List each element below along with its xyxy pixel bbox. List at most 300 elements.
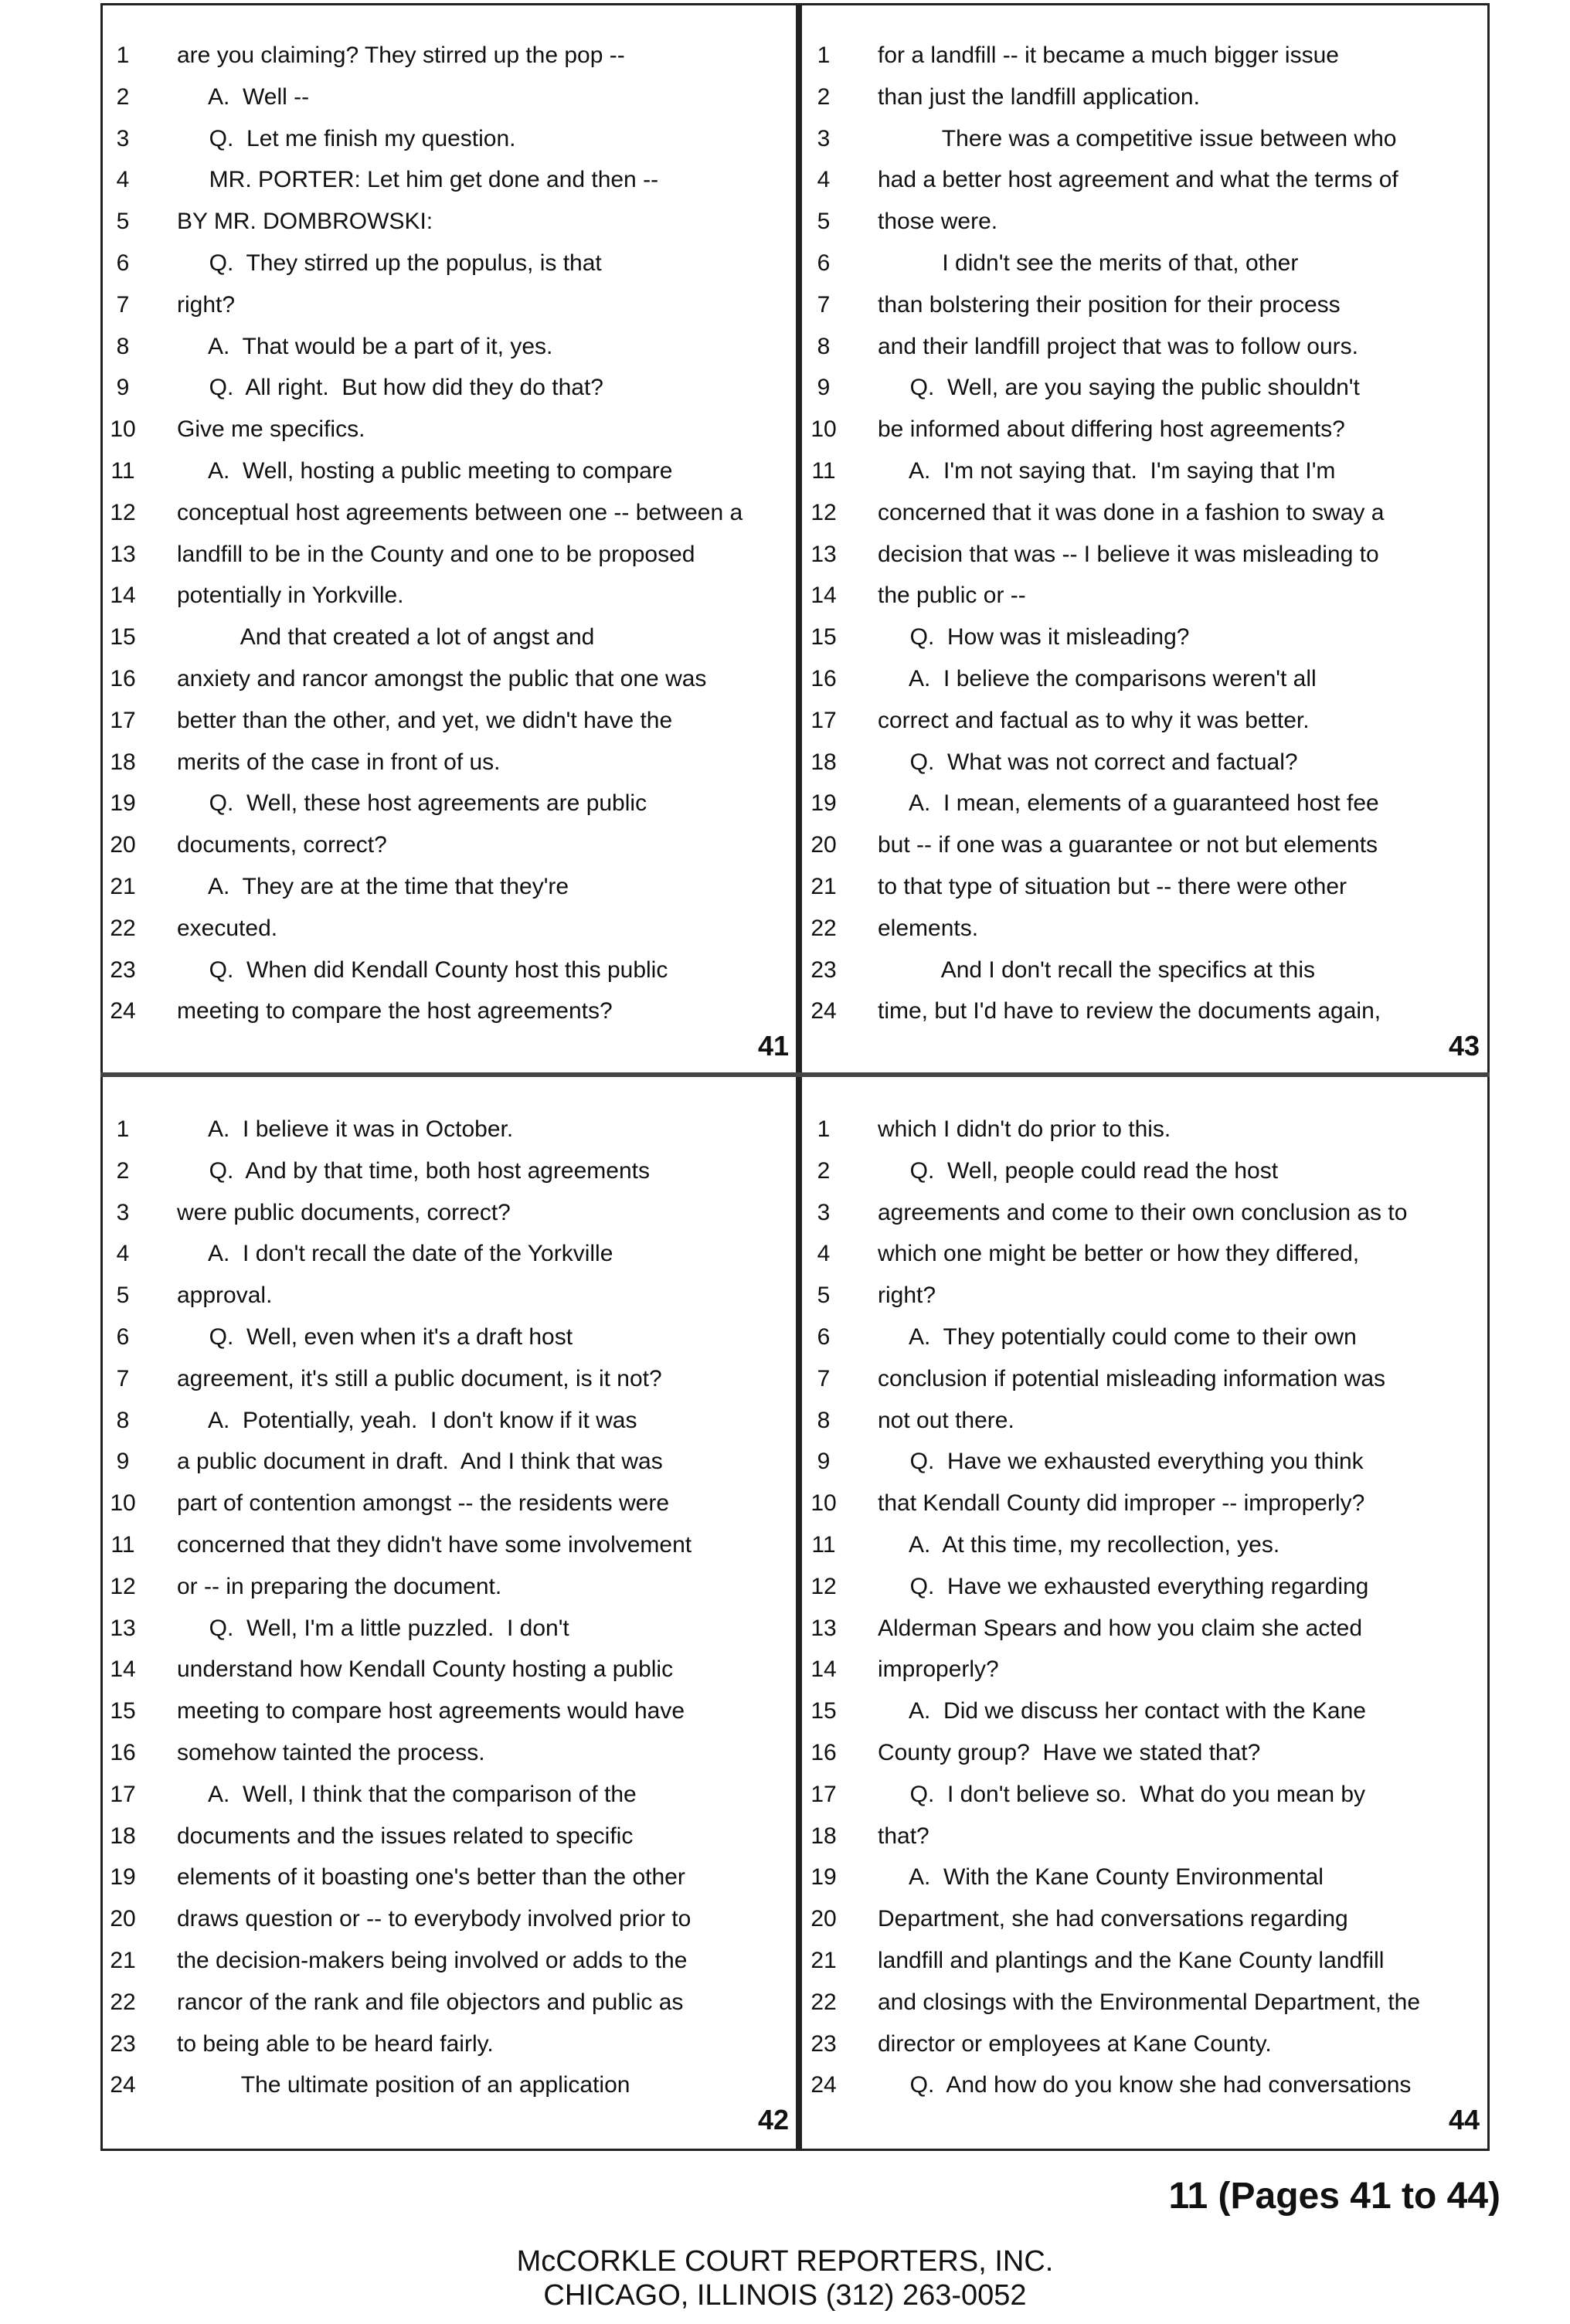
transcript-line xyxy=(804,908,1487,950)
transcript-line xyxy=(804,950,1487,991)
line-text: A. I mean, elements of a guaranteed host fee xyxy=(878,790,1379,817)
line-number: 22 xyxy=(110,915,136,941)
transcript-line xyxy=(103,1192,797,1234)
line-number: 12 xyxy=(810,1573,837,1599)
line-text: had a better host agreement and what the terms of xyxy=(878,167,1398,193)
line-text: Q. I don't believe so. What do you mean by xyxy=(878,1781,1366,1807)
line-text: A. I don't recall the date of the Yorkville xyxy=(177,1241,613,1267)
line-number: 21 xyxy=(110,873,136,899)
line-text: A. With the Kane County Environmental xyxy=(878,1864,1324,1891)
line-text: executed. xyxy=(177,915,278,941)
line-number: 24 xyxy=(810,2072,837,2098)
line-number: 23 xyxy=(810,956,837,983)
transcript-line xyxy=(103,118,797,160)
transcript-line xyxy=(103,1690,797,1732)
line-text: or -- in preparing the document. xyxy=(177,1573,502,1599)
transcript-line xyxy=(804,1566,1487,1608)
line-number: 10 xyxy=(810,416,837,443)
transcript-line xyxy=(103,534,797,576)
line-text: but -- if one was a guarantee or not but elements xyxy=(878,832,1378,858)
page-number: 43 xyxy=(1448,1030,1480,1062)
line-number: 17 xyxy=(810,707,837,733)
transcript-line xyxy=(103,1857,797,1898)
line-number: 2 xyxy=(817,83,831,110)
transcript-line xyxy=(804,1982,1487,2023)
transcript-line xyxy=(804,76,1487,118)
line-text: A. At this time, my recollection, yes. xyxy=(878,1531,1280,1558)
line-number: 7 xyxy=(817,291,831,318)
line-number: 14 xyxy=(110,583,136,609)
line-text: merits of the case in front of us. xyxy=(177,749,501,775)
line-text: A. Did we discuss her contact with the Kane xyxy=(878,1698,1366,1724)
transcript-line xyxy=(804,450,1487,492)
transcript-line xyxy=(103,1816,797,1857)
line-number: 10 xyxy=(810,1490,837,1517)
transcript-page-43 xyxy=(804,5,1487,1075)
line-text: A. They potentially could come to their own xyxy=(878,1323,1357,1350)
transcript-line xyxy=(804,1150,1487,1192)
line-text: Q. Let me finish my question. xyxy=(177,125,516,151)
line-number: 22 xyxy=(810,1989,837,2015)
line-number: 24 xyxy=(110,998,136,1024)
line-text: Q. When did Kendall County host this public xyxy=(177,956,668,983)
line-text: anxiety and rancor amongst the public that one was xyxy=(177,665,707,691)
transcript-line xyxy=(804,367,1487,409)
transcript-line xyxy=(103,1483,797,1524)
line-number: 7 xyxy=(116,1365,130,1391)
line-number: 8 xyxy=(817,333,831,359)
line-number: 6 xyxy=(116,250,130,276)
line-text: a public document in draft. And I think that was xyxy=(177,1449,663,1475)
line-text: Give me specifics. xyxy=(177,416,365,443)
line-text: BY MR. DOMBROWSKI: xyxy=(177,209,433,235)
transcript-line xyxy=(103,1898,797,1940)
transcript-line xyxy=(804,783,1487,824)
line-text: correct and factual as to why it was better. xyxy=(878,707,1310,733)
line-text: A. Well, I think that the comparison of the xyxy=(177,1781,637,1807)
line-number: 8 xyxy=(116,333,130,359)
transcript-line xyxy=(103,1732,797,1774)
line-text: A. That would be a part of it, yes. xyxy=(177,333,553,359)
transcript-line xyxy=(804,1732,1487,1774)
line-number: 7 xyxy=(116,291,130,318)
line-text: Department, she had conversations regarding xyxy=(878,1906,1348,1932)
line-number: 17 xyxy=(110,1781,136,1807)
transcript-line xyxy=(103,159,797,201)
line-text: than just the landfill application. xyxy=(878,83,1200,110)
line-text: for a landfill -- it became a much bigger issue xyxy=(878,42,1339,68)
line-text: MR. PORTER: Let him get done and then -- xyxy=(177,167,659,193)
transcript-line xyxy=(804,534,1487,576)
line-number: 19 xyxy=(110,1864,136,1891)
line-text: agreement, it's still a public document, is it not? xyxy=(177,1365,662,1391)
line-number: 5 xyxy=(116,209,130,235)
transcript-line xyxy=(103,201,797,243)
line-number: 2 xyxy=(116,1157,130,1184)
line-text: right? xyxy=(177,291,236,318)
line-text: Q. Well, these host agreements are public xyxy=(177,790,647,817)
line-number: 12 xyxy=(110,1573,136,1599)
line-text: A. I believe it was in October. xyxy=(177,1116,514,1142)
line-text: better than the other, and yet, we didn't have the xyxy=(177,707,673,733)
line-number: 15 xyxy=(810,624,837,651)
transcript-line xyxy=(804,1192,1487,1234)
company-location: CHICAGO, ILLINOIS (312) 263-0052 xyxy=(543,2279,1027,2312)
line-text: to that type of situation but -- there were other xyxy=(878,873,1347,899)
line-number: 19 xyxy=(110,790,136,817)
line-text: And I don't recall the specifics at this xyxy=(878,956,1316,983)
line-number: 1 xyxy=(817,42,831,68)
transcript-line xyxy=(103,1940,797,1982)
transcript-line xyxy=(103,492,797,534)
transcript-line xyxy=(103,1317,797,1358)
line-text: A. I'm not saying that. I'm saying that I'm xyxy=(878,457,1336,484)
line-number: 17 xyxy=(810,1781,837,1807)
line-text: landfill to be in the County and one to be proposed xyxy=(177,541,695,567)
transcript-line xyxy=(804,700,1487,742)
line-number: 3 xyxy=(817,125,831,151)
line-number: 22 xyxy=(810,915,837,941)
transcript-line xyxy=(103,409,797,450)
line-text: those were. xyxy=(878,209,998,235)
line-number: 16 xyxy=(810,1739,837,1765)
line-number: 9 xyxy=(116,1449,130,1475)
transcript-line xyxy=(103,824,797,866)
line-text: part of contention amongst -- the residents were xyxy=(177,1490,670,1517)
line-text: landfill and plantings and the Kane County landfill xyxy=(878,1947,1385,1973)
transcript-line xyxy=(804,201,1487,243)
line-number: 6 xyxy=(817,250,831,276)
line-text: Q. Have we exhausted everything regarding xyxy=(878,1573,1369,1599)
line-number: 2 xyxy=(116,83,130,110)
line-text: Q. And by that time, both host agreements xyxy=(177,1157,650,1184)
transcript-line xyxy=(103,1109,797,1150)
line-number: 1 xyxy=(817,1116,831,1142)
line-number: 23 xyxy=(810,2030,837,2057)
line-text: that Kendall County did improper -- improperly? xyxy=(878,1490,1365,1517)
line-number: 11 xyxy=(110,457,135,484)
transcript-line xyxy=(103,1649,797,1690)
line-text: concerned that it was done in a fashion to sway a xyxy=(878,499,1385,525)
transcript-line xyxy=(804,1275,1487,1317)
line-number: 9 xyxy=(817,375,831,401)
line-text: understand how Kendall County hosting a public xyxy=(177,1656,674,1683)
transcript-line xyxy=(103,1150,797,1192)
line-number: 13 xyxy=(810,541,837,567)
transcript-line xyxy=(103,367,797,409)
line-text: A. Well -- xyxy=(177,83,310,110)
line-text: somehow tainted the process. xyxy=(177,1739,485,1765)
line-text: Q. They stirred up the populus, is that xyxy=(177,250,602,276)
transcript-line xyxy=(103,243,797,284)
line-number: 3 xyxy=(817,1199,831,1225)
line-number: 15 xyxy=(110,624,136,651)
line-number: 16 xyxy=(110,665,136,691)
line-number: 14 xyxy=(810,1656,837,1683)
transcript-line xyxy=(103,1358,797,1400)
line-text: documents, correct? xyxy=(177,832,387,858)
transcript-line xyxy=(804,1233,1487,1275)
transcript-page-44 xyxy=(804,1079,1487,2149)
line-number: 3 xyxy=(116,125,130,151)
line-number: 24 xyxy=(810,998,837,1024)
transcript-line xyxy=(804,1441,1487,1483)
transcript-line xyxy=(804,1317,1487,1358)
vertical-divider xyxy=(796,3,802,2151)
line-number: 21 xyxy=(810,1947,837,1973)
line-number: 10 xyxy=(110,1490,136,1517)
line-number: 19 xyxy=(810,1864,837,1891)
transcript-line xyxy=(804,284,1487,326)
transcript-line xyxy=(103,1608,797,1650)
transcript-line xyxy=(804,2064,1487,2106)
line-number: 12 xyxy=(110,499,136,525)
line-number: 20 xyxy=(810,832,837,858)
line-text: A. Well, hosting a public meeting to compare xyxy=(177,457,673,484)
transcript-line xyxy=(103,1233,797,1275)
line-text: A. I believe the comparisons weren't all xyxy=(878,665,1317,691)
transcript-line xyxy=(804,1400,1487,1442)
transcript-line xyxy=(804,824,1487,866)
transcript-line xyxy=(103,866,797,908)
line-number: 16 xyxy=(810,665,837,691)
transcript-line xyxy=(103,700,797,742)
transcript-line xyxy=(103,1774,797,1816)
transcript-line xyxy=(103,742,797,783)
line-text: director or employees at Kane County. xyxy=(878,2030,1272,2057)
line-number: 14 xyxy=(810,583,837,609)
line-text: County group? Have we stated that? xyxy=(878,1739,1261,1765)
transcript-line xyxy=(103,575,797,617)
line-number: 4 xyxy=(116,167,130,193)
line-text: which one might be better or how they differed, xyxy=(878,1241,1360,1267)
transcript-line xyxy=(804,1649,1487,1690)
line-text: are you claiming? They stirred up the pop -- xyxy=(177,42,625,68)
line-number: 7 xyxy=(817,1365,831,1391)
line-text: There was a competitive issue between who xyxy=(878,125,1397,151)
line-text: to being able to be heard fairly. xyxy=(177,2030,494,2057)
transcript-line xyxy=(804,1690,1487,1732)
line-text: Alderman Spears and how you claim she acted xyxy=(878,1615,1363,1641)
line-text: Q. How was it misleading? xyxy=(878,624,1190,651)
transcript-line xyxy=(804,35,1487,76)
transcript-line xyxy=(804,1483,1487,1524)
transcript-line xyxy=(804,1358,1487,1400)
page-number: 42 xyxy=(757,2104,789,2135)
transcript-line xyxy=(804,492,1487,534)
line-text: Q. Well, even when it's a draft host xyxy=(177,1323,573,1350)
line-text: time, but I'd have to review the documents again, xyxy=(878,998,1381,1024)
line-number: 23 xyxy=(110,956,136,983)
line-number: 18 xyxy=(110,749,136,775)
transcript-line xyxy=(804,866,1487,908)
line-text: rancor of the rank and file objectors and public as xyxy=(177,1989,684,2015)
line-text: conclusion if potential misleading information was xyxy=(878,1365,1386,1391)
transcript-line xyxy=(103,617,797,658)
line-text: agreements and come to their own conclusion as to xyxy=(878,1199,1408,1225)
line-number: 21 xyxy=(810,873,837,899)
transcript-line xyxy=(804,742,1487,783)
line-text: concerned that they didn't have some involvement xyxy=(177,1531,692,1558)
line-text: conceptual host agreements between one -- between a xyxy=(177,499,743,525)
line-text: improperly? xyxy=(878,1656,999,1683)
transcript-line xyxy=(804,159,1487,201)
transcript-line xyxy=(804,1109,1487,1150)
transcript-line xyxy=(804,326,1487,368)
line-number: 20 xyxy=(810,1906,837,1932)
line-text: Q. Well, I'm a little puzzled. I don't xyxy=(177,1615,569,1641)
line-number: 1 xyxy=(116,42,130,68)
transcript-line xyxy=(103,1400,797,1442)
line-number: 16 xyxy=(110,1739,136,1765)
page-number: 44 xyxy=(1448,2104,1480,2135)
line-number: 3 xyxy=(116,1199,130,1225)
transcript-line xyxy=(103,908,797,950)
line-number: 24 xyxy=(110,2072,136,2098)
transcript-line xyxy=(804,1857,1487,1898)
transcript-line xyxy=(804,243,1487,284)
line-text: meeting to compare host agreements would have xyxy=(177,1698,685,1724)
line-number: 4 xyxy=(817,1241,831,1267)
line-text: documents and the issues related to specific xyxy=(177,1823,634,1849)
line-number: 6 xyxy=(116,1323,130,1350)
line-text: approval. xyxy=(177,1283,273,1309)
line-text: and closings with the Environmental Department, the xyxy=(878,1989,1421,2015)
transcript-line xyxy=(103,1524,797,1566)
transcript-line xyxy=(103,658,797,700)
line-text: be informed about differing host agreements? xyxy=(878,416,1345,443)
line-text: potentially in Yorkville. xyxy=(177,583,404,609)
line-text: Q. And how do you know she had conversations xyxy=(878,2072,1412,2098)
line-list xyxy=(103,1109,797,2106)
line-number: 4 xyxy=(817,167,831,193)
line-number: 14 xyxy=(110,1656,136,1683)
line-number: 10 xyxy=(110,416,136,443)
line-number: 11 xyxy=(811,1531,836,1558)
line-number: 17 xyxy=(110,707,136,733)
line-text: than bolstering their position for their process xyxy=(878,291,1341,318)
line-number: 9 xyxy=(116,375,130,401)
transcript-line xyxy=(103,2064,797,2106)
line-text: were public documents, correct? xyxy=(177,1199,511,1225)
transcript-line xyxy=(804,409,1487,450)
line-number: 15 xyxy=(110,1698,136,1724)
line-number: 13 xyxy=(810,1615,837,1641)
line-text: A. They are at the time that they're xyxy=(177,873,569,899)
transcript-line xyxy=(103,76,797,118)
company-name: McCORKLE COURT REPORTERS, INC. xyxy=(516,2245,1054,2278)
line-number: 5 xyxy=(817,209,831,235)
line-text: Q. Well, are you saying the public shouldn't xyxy=(878,375,1360,401)
line-text: decision that was -- I believe it was misleading to xyxy=(878,541,1379,567)
line-number: 13 xyxy=(110,1615,136,1641)
line-number: 1 xyxy=(116,1116,130,1142)
line-number: 11 xyxy=(110,1531,135,1558)
line-list xyxy=(804,35,1487,1032)
line-text: right? xyxy=(878,1283,936,1309)
pages-summary: 11 (Pages 41 to 44) xyxy=(1168,2176,1500,2217)
transcript-line xyxy=(103,450,797,492)
line-number: 12 xyxy=(810,499,837,525)
line-number: 18 xyxy=(810,1823,837,1849)
line-number: 11 xyxy=(811,457,836,484)
line-text: which I didn't do prior to this. xyxy=(878,1116,1171,1142)
line-text: that? xyxy=(878,1823,929,1849)
line-number: 23 xyxy=(110,2030,136,2057)
transcript-line xyxy=(103,1566,797,1608)
court-reporter-footer xyxy=(0,2244,1570,2312)
transcript-line xyxy=(804,1898,1487,1940)
transcript-line xyxy=(103,2023,797,2065)
line-text: not out there. xyxy=(878,1407,1014,1433)
transcript-line xyxy=(804,658,1487,700)
line-text: the public or -- xyxy=(878,583,1026,609)
transcript-line xyxy=(103,783,797,824)
transcript-line xyxy=(804,2023,1487,2065)
line-text: the decision-makers being involved or adds to the xyxy=(177,1947,688,1973)
line-list xyxy=(103,35,797,1032)
line-number: 22 xyxy=(110,1989,136,2015)
transcript-line xyxy=(103,326,797,368)
transcript-line xyxy=(103,950,797,991)
transcript-line xyxy=(103,1441,797,1483)
line-number: 6 xyxy=(817,1323,831,1350)
line-number: 21 xyxy=(110,1947,136,1973)
transcript-line xyxy=(804,1816,1487,1857)
transcript-line xyxy=(804,575,1487,617)
line-text: Q. Have we exhausted everything you think xyxy=(878,1449,1364,1475)
line-number: 20 xyxy=(110,832,136,858)
line-number: 5 xyxy=(817,1283,831,1309)
line-number: 9 xyxy=(817,1449,831,1475)
line-number: 5 xyxy=(116,1283,130,1309)
transcript-line xyxy=(804,617,1487,658)
line-text: The ultimate position of an application xyxy=(177,2072,630,2098)
transcript-line xyxy=(103,1982,797,2023)
line-number: 2 xyxy=(817,1157,831,1184)
line-text: I didn't see the merits of that, other xyxy=(878,250,1299,276)
transcript-line xyxy=(103,284,797,326)
line-number: 8 xyxy=(116,1407,130,1433)
line-text: Q. Well, people could read the host xyxy=(878,1157,1279,1184)
transcript-page-42 xyxy=(103,1079,797,2149)
line-text: and their landfill project that was to follow ours. xyxy=(878,333,1358,359)
transcript-line xyxy=(103,990,797,1032)
line-text: A. Potentially, yeah. I don't know if it was xyxy=(177,1407,637,1433)
line-text: And that created a lot of angst and xyxy=(177,624,595,651)
line-number: 13 xyxy=(110,541,136,567)
transcript-line xyxy=(804,990,1487,1032)
line-number: 4 xyxy=(116,1241,130,1267)
transcript-page-41 xyxy=(103,5,797,1075)
line-text: Q. What was not correct and factual? xyxy=(878,749,1298,775)
transcript-line xyxy=(804,1608,1487,1650)
line-number: 19 xyxy=(810,790,837,817)
line-text: draws question or -- to everybody involved prior to xyxy=(177,1906,692,1932)
transcript-line xyxy=(804,118,1487,160)
line-number: 8 xyxy=(817,1407,831,1433)
line-number: 18 xyxy=(810,749,837,775)
line-text: elements. xyxy=(878,915,979,941)
line-text: Q. All right. But how did they do that? xyxy=(177,375,603,401)
line-number: 15 xyxy=(810,1698,837,1724)
transcript-line xyxy=(804,1524,1487,1566)
line-text: meeting to compare the host agreements? xyxy=(177,998,613,1024)
transcript-line xyxy=(804,1774,1487,1816)
line-number: 20 xyxy=(110,1906,136,1932)
line-list xyxy=(804,1109,1487,2106)
page-number: 41 xyxy=(757,1030,789,1062)
